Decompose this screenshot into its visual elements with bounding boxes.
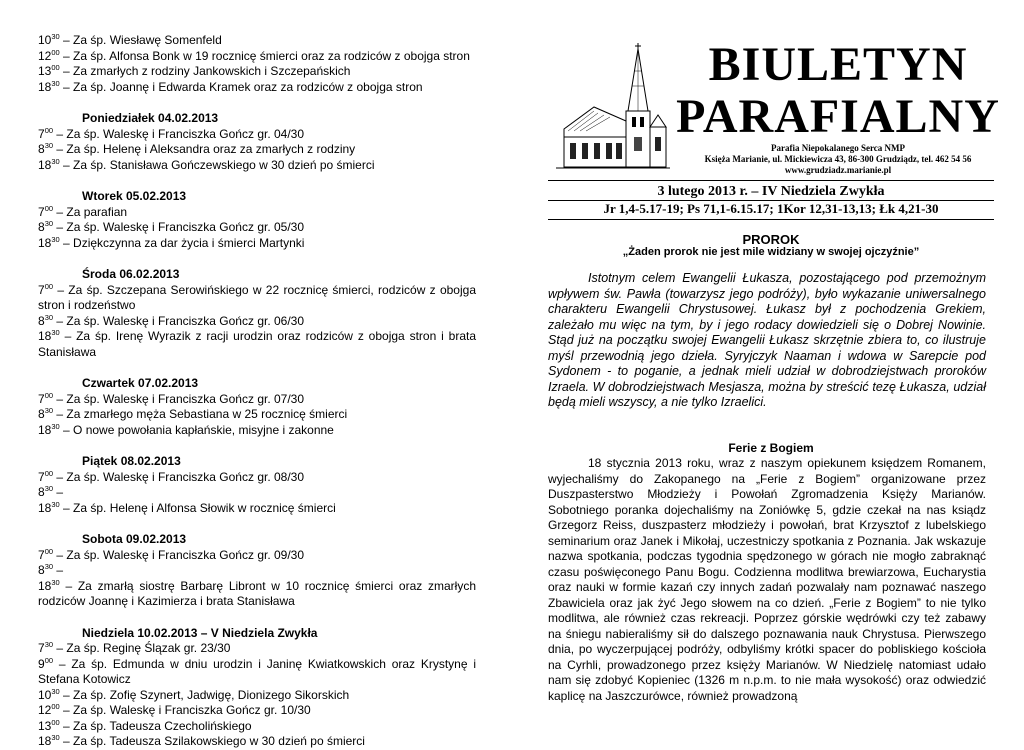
mass-minute: 30: [44, 141, 54, 150]
mass-minute: 00: [44, 390, 54, 400]
mass-hour: 18: [38, 329, 52, 343]
mass-entry: [38, 485, 476, 501]
mass-entry: [38, 205, 476, 221]
mass-entry: [38, 407, 476, 423]
mass-minute: 30: [51, 499, 60, 509]
mass-intention: – Za śp. Zofię Szynert, Jadwigę, Dionizego Sikorskich: [59, 687, 350, 702]
mass-entry: [38, 641, 476, 657]
mass-hour: 18: [38, 578, 52, 593]
liturgical-readings: Jr 1,4-5.17-19; Ps 71,1-6.15.17; 1Kor 12,31-13,13; Łk 4,21-30: [603, 201, 939, 216]
parish-website: www.grudziadz.marianie.pl: [784, 165, 892, 175]
day-title: Wtorek 05.02.2013: [82, 189, 187, 203]
mass-intention: – Za śp. Waleskę i Franciszka Gończ gr. 05/30: [53, 220, 305, 234]
mass-entry: [38, 423, 476, 439]
mass-intention: – Za śp. Reginę Ślązak gr. 23/30: [53, 641, 231, 655]
article-title: PROROK: [742, 232, 800, 247]
mass-entry: [38, 719, 476, 735]
mass-minute: 00: [51, 63, 60, 72]
day-title: Czwartek 07.02.2013: [82, 376, 199, 390]
mass-intention: – Za śp. Tadeusza Szilakowskiego w 30 dzień po śmierci: [59, 734, 365, 748]
mass-intention: – Za śp. Waleskę i Franciszka Gończ gr. 07/30: [53, 391, 305, 406]
mass-intention: – Za śp. Waleskę i Franciszka Gończ gr. 04/30: [53, 126, 305, 141]
mass-minute: 00: [51, 702, 60, 711]
mass-entry: [38, 64, 476, 80]
mass-minute: 00: [44, 468, 54, 478]
mass-intention: – Za śp. Waleskę i Franciszka Gończ gr. 09/30: [53, 547, 305, 562]
day-title: Środa 06.02.2013: [82, 267, 180, 281]
mass-minute: 30: [44, 406, 54, 415]
mass-hour: 9: [38, 656, 45, 671]
masthead: [676, 39, 1000, 176]
church-illustration: [554, 41, 672, 173]
parish-name: Parafia Niepokalanego Serca NMP: [770, 143, 906, 153]
mass-minute: 00: [44, 203, 54, 213]
mass-hour: 18: [38, 734, 52, 748]
mass-intention: – Za śp. Stanisława Gończewskiego w 30 dzień po śmierci: [59, 157, 375, 172]
mass-minute: 30: [51, 686, 60, 696]
mass-hour: 7: [38, 547, 45, 562]
mass-intention: – Za śp. Helenę i Aleksandra oraz za zmarłych z rodziny: [53, 142, 356, 156]
mass-hour: 12: [38, 48, 52, 63]
mass-intention: – Za śp. Helenę i Alfonsa Słowik w rocznicę śmierci: [59, 500, 336, 515]
weekly-masses: [38, 111, 476, 750]
mass-minute: 30: [51, 156, 60, 166]
mass-entry: [38, 688, 476, 704]
mass-hour: 8: [38, 220, 45, 234]
mass-minute: 30: [51, 328, 60, 337]
mass-minute: 30: [51, 577, 60, 587]
mass-intention: – Za zmarłego męża Sebastiana w 25 rocznicę śmierci: [53, 407, 348, 421]
mass-hour: 18: [38, 422, 52, 437]
bulletin-title-line2: PARAFIALNY: [676, 90, 1000, 143]
mass-entry: [38, 470, 476, 486]
mass-entry: [38, 734, 476, 750]
mass-hour: 7: [38, 282, 45, 297]
mass-entry: [38, 392, 476, 408]
mass-hour: 8: [38, 485, 45, 499]
day-block: [38, 454, 476, 516]
mass-intention: – Za śp. Irenę Wyrazik z racji urodzin oraz rodziców z obojga stron i brata Stanisława: [38, 329, 476, 359]
mass-minute: 00: [44, 655, 54, 665]
article-subtitle: „Żaden prorok nie jest mile widziany w swojej ojczyźnie”: [622, 246, 920, 258]
mass-minute: 30: [44, 484, 54, 493]
mass-hour: 18: [38, 235, 52, 250]
mass-intention: –: [53, 485, 64, 499]
mass-minute: 00: [51, 717, 60, 727]
mass-hour: 7: [38, 391, 45, 406]
mass-hour: 18: [38, 500, 52, 515]
mass-entry: [38, 49, 476, 65]
mass-entry: [38, 501, 476, 517]
mass-intention: – Za śp. Joannę i Edwarda Kramek oraz za rodziców z obojga stron: [59, 79, 423, 94]
mass-hour: 18: [38, 157, 52, 172]
mass-intention: – Za śp. Waleskę i Franciszka Gończ gr. 08/30: [53, 469, 305, 484]
mass-intention: – Dziękczynna za dar życia i śmierci Martynki: [59, 235, 305, 250]
day-block: [38, 376, 476, 438]
mass-intention: – Za śp. Wiesławę Somenfeld: [59, 33, 222, 47]
mass-entry: [38, 142, 476, 158]
mass-hour: 8: [38, 407, 45, 421]
mass-hour: 10: [38, 33, 52, 47]
mass-minute: 00: [51, 47, 60, 57]
mass-intention: – O nowe powołania kapłańskie, misyjne i zakonne: [59, 422, 334, 437]
day-block: [38, 189, 476, 251]
day-title: Sobota 09.02.2013: [82, 532, 187, 546]
mass-minute: 00: [44, 281, 54, 291]
day-title: Niedziela 10.02.2013 – V Niedziela Zwykła: [82, 625, 318, 640]
mass-entry: [38, 283, 476, 314]
mass-hour: 12: [38, 703, 52, 717]
mass-intention: – Za śp. Szczepana Serowińskiego w 22 rocznicę śmierci, rodziców z obojga stron i rodzeństwo: [38, 282, 476, 312]
mass-minute: 30: [44, 562, 54, 571]
mass-schedule: [38, 33, 476, 750]
mass-entry: [38, 158, 476, 174]
mass-intention: – Za śp. Waleskę i Franciszka Gończ gr. 10/30: [59, 703, 311, 717]
mass-intention: – Za śp. Edmunda w dniu urodzin i Janinę Kwiatkowskich oraz Krystynę i Stefana Kotowicz: [38, 656, 476, 686]
mass-entry: [38, 80, 476, 96]
mass-hour: 13: [38, 64, 52, 78]
mass-hour: 7: [38, 469, 45, 484]
mass-intention: – Za śp. Tadeusza Czecholińskiego: [59, 718, 252, 733]
mass-hour: 10: [38, 687, 52, 702]
bulletin-title-line1: BIULETYN: [708, 38, 968, 91]
mass-entry: [38, 220, 476, 236]
mass-minute: 00: [44, 125, 54, 135]
mass-entry: [38, 236, 476, 252]
mass-hour: 8: [38, 313, 45, 328]
day-block: [38, 111, 476, 173]
mass-minute: 30: [44, 640, 54, 649]
mass-intention: – Za parafian: [53, 204, 128, 219]
mass-hour: 8: [38, 142, 45, 156]
mass-entry: [38, 703, 476, 719]
issue-date: 3 lutego 2013 r. – IV Niedziela Zwykła: [657, 184, 885, 199]
mass-entry: [38, 127, 476, 143]
day-block: [38, 532, 476, 610]
mass-intention: – Za zmarłych z rodziny Jankowskich i Szczepańskich: [59, 64, 351, 78]
ferie-title: Ferie z Bogiem: [728, 441, 814, 455]
mass-minute: 30: [51, 78, 60, 88]
mass-entry: [38, 657, 476, 688]
mass-hour: 7: [38, 641, 45, 655]
mass-entry: [38, 329, 476, 360]
mass-entry: [38, 314, 476, 330]
mass-hour: 18: [38, 79, 52, 94]
day-title: Piątek 08.02.2013: [82, 454, 181, 468]
ferie-body: 18 stycznia 2013 roku, wraz z naszym opiekunem księdzem Romanem, wyjechaliśmy do Zakopanego na „Ferie z Bogiem” organizowane przez Duszpasterstwo Młodzieży i Powołań Zgromadzenia Księży Marianów. Sobotniego poranka dojechaliśmy na Zoniówkę 5, gdzie czekał na nas ksiądz Grzegorz Reiss, duszpasterz młodzieży i powołań, brat Krzysztof z lubelskiego seminarium oraz Janek i Mikołaj, uczestniczy spotkania z Poznania. Jak wskazuje nazwa spotkania, podczas tygodnia spędzonego w górach nie mogło zabraknąć czasu poświęconego Panu Bogu. Codzienna modlitwa brewiarzowa, Eucharystia oraz nauki w formie kazań czy innych zadań pozwalały nam poznawać naszego Zbawiciela oraz jak żyć Jego słowem na co dzień. „Ferie z Bogiem” to nie tylko modlitwa, ale również czas rekreacji. Poprzez górskie wędrówki czy też zabawy na śniegu nabieraliśmy sił do dalszego poznawania nauk Chrystusa. Pierwszego dnia, po wyczerpującej podróży, odbyliśmy krótki spacer do pobliskiego kościoła na Cyrhli, prowadzonego przez księży Marianów. W Niedzielę natomiast udało nam się zdobyć Kopieniec (1326 m n.p.m. to nie mała wysokość) oraz odwiedzić kaplicę na Jaszczurówce, również prowadzoną: [548, 456, 986, 703]
sunday-masses: [38, 33, 476, 95]
divider: [548, 219, 994, 220]
mass-hour: 7: [38, 126, 45, 141]
mass-intention: – Za śp. Waleskę i Franciszka Gończ gr. 06/30: [53, 313, 305, 328]
mass-minute: 30: [51, 32, 60, 41]
day-title: Poniedziałek 04.02.2013: [82, 111, 219, 125]
mass-hour: 8: [38, 563, 45, 577]
mass-minute: 30: [44, 219, 54, 228]
mass-entry: [38, 548, 476, 564]
mass-entry: [38, 563, 476, 579]
mass-entry: [38, 579, 476, 610]
day-block: [38, 267, 476, 360]
mass-intention: – Za śp. Alfonsa Bonk w 19 rocznicę śmierci oraz za rodziców z obojga stron: [59, 48, 470, 63]
parish-address: Księża Marianie, ul. Mickiewicza 43, 86-300 Grudziądz, tel. 462 54 56: [704, 154, 972, 164]
mass-intention: –: [53, 563, 64, 577]
divider: [548, 180, 994, 181]
mass-intention: – Za zmarłą siostrę Barbarę Libront w 10 rocznicę śmierci oraz zmarłych rodziców Joannę i Kazimierza i brata Stanisława: [38, 578, 476, 608]
mass-minute: 30: [44, 312, 54, 322]
mass-minute: 30: [51, 234, 60, 244]
mass-minute: 00: [44, 546, 54, 556]
mass-entry: [38, 33, 476, 49]
mass-hour: 7: [38, 204, 45, 219]
day-block: [38, 626, 476, 750]
mass-minute: 30: [51, 733, 60, 742]
article-body: Istotnym celem Ewangelii Łukasza, pozostającego pod przemożnym wpływem św. Pawła (towarzysz jego podróży), było wykazanie uniwersalnego charakteru Ewangelii Chrystusowej. Łukasz był z pochodzenia Grekiem, zależało mu więc na tym, by i jego rodacy dowiedzieli się o Dobrej Nowinie. Stąd już na początku swojej Ewangelii Łukasz skrzętnie zbiera to, co ilustruje myśl przewodnią jego dzieła. Syryjczyk Naaman i wdowa w Sarepcie pod Sydonem - to poganie, a jednak mieli udział w dobrodziejstwach proroków Izraela. W dobrodziejstwach Mesjasza, można by streścić tezę Łukasza, udział będą mieli wszyscy, a nie tylko Izraelici.: [548, 271, 986, 409]
mass-hour: 13: [38, 718, 52, 733]
mass-minute: 30: [51, 421, 60, 431]
